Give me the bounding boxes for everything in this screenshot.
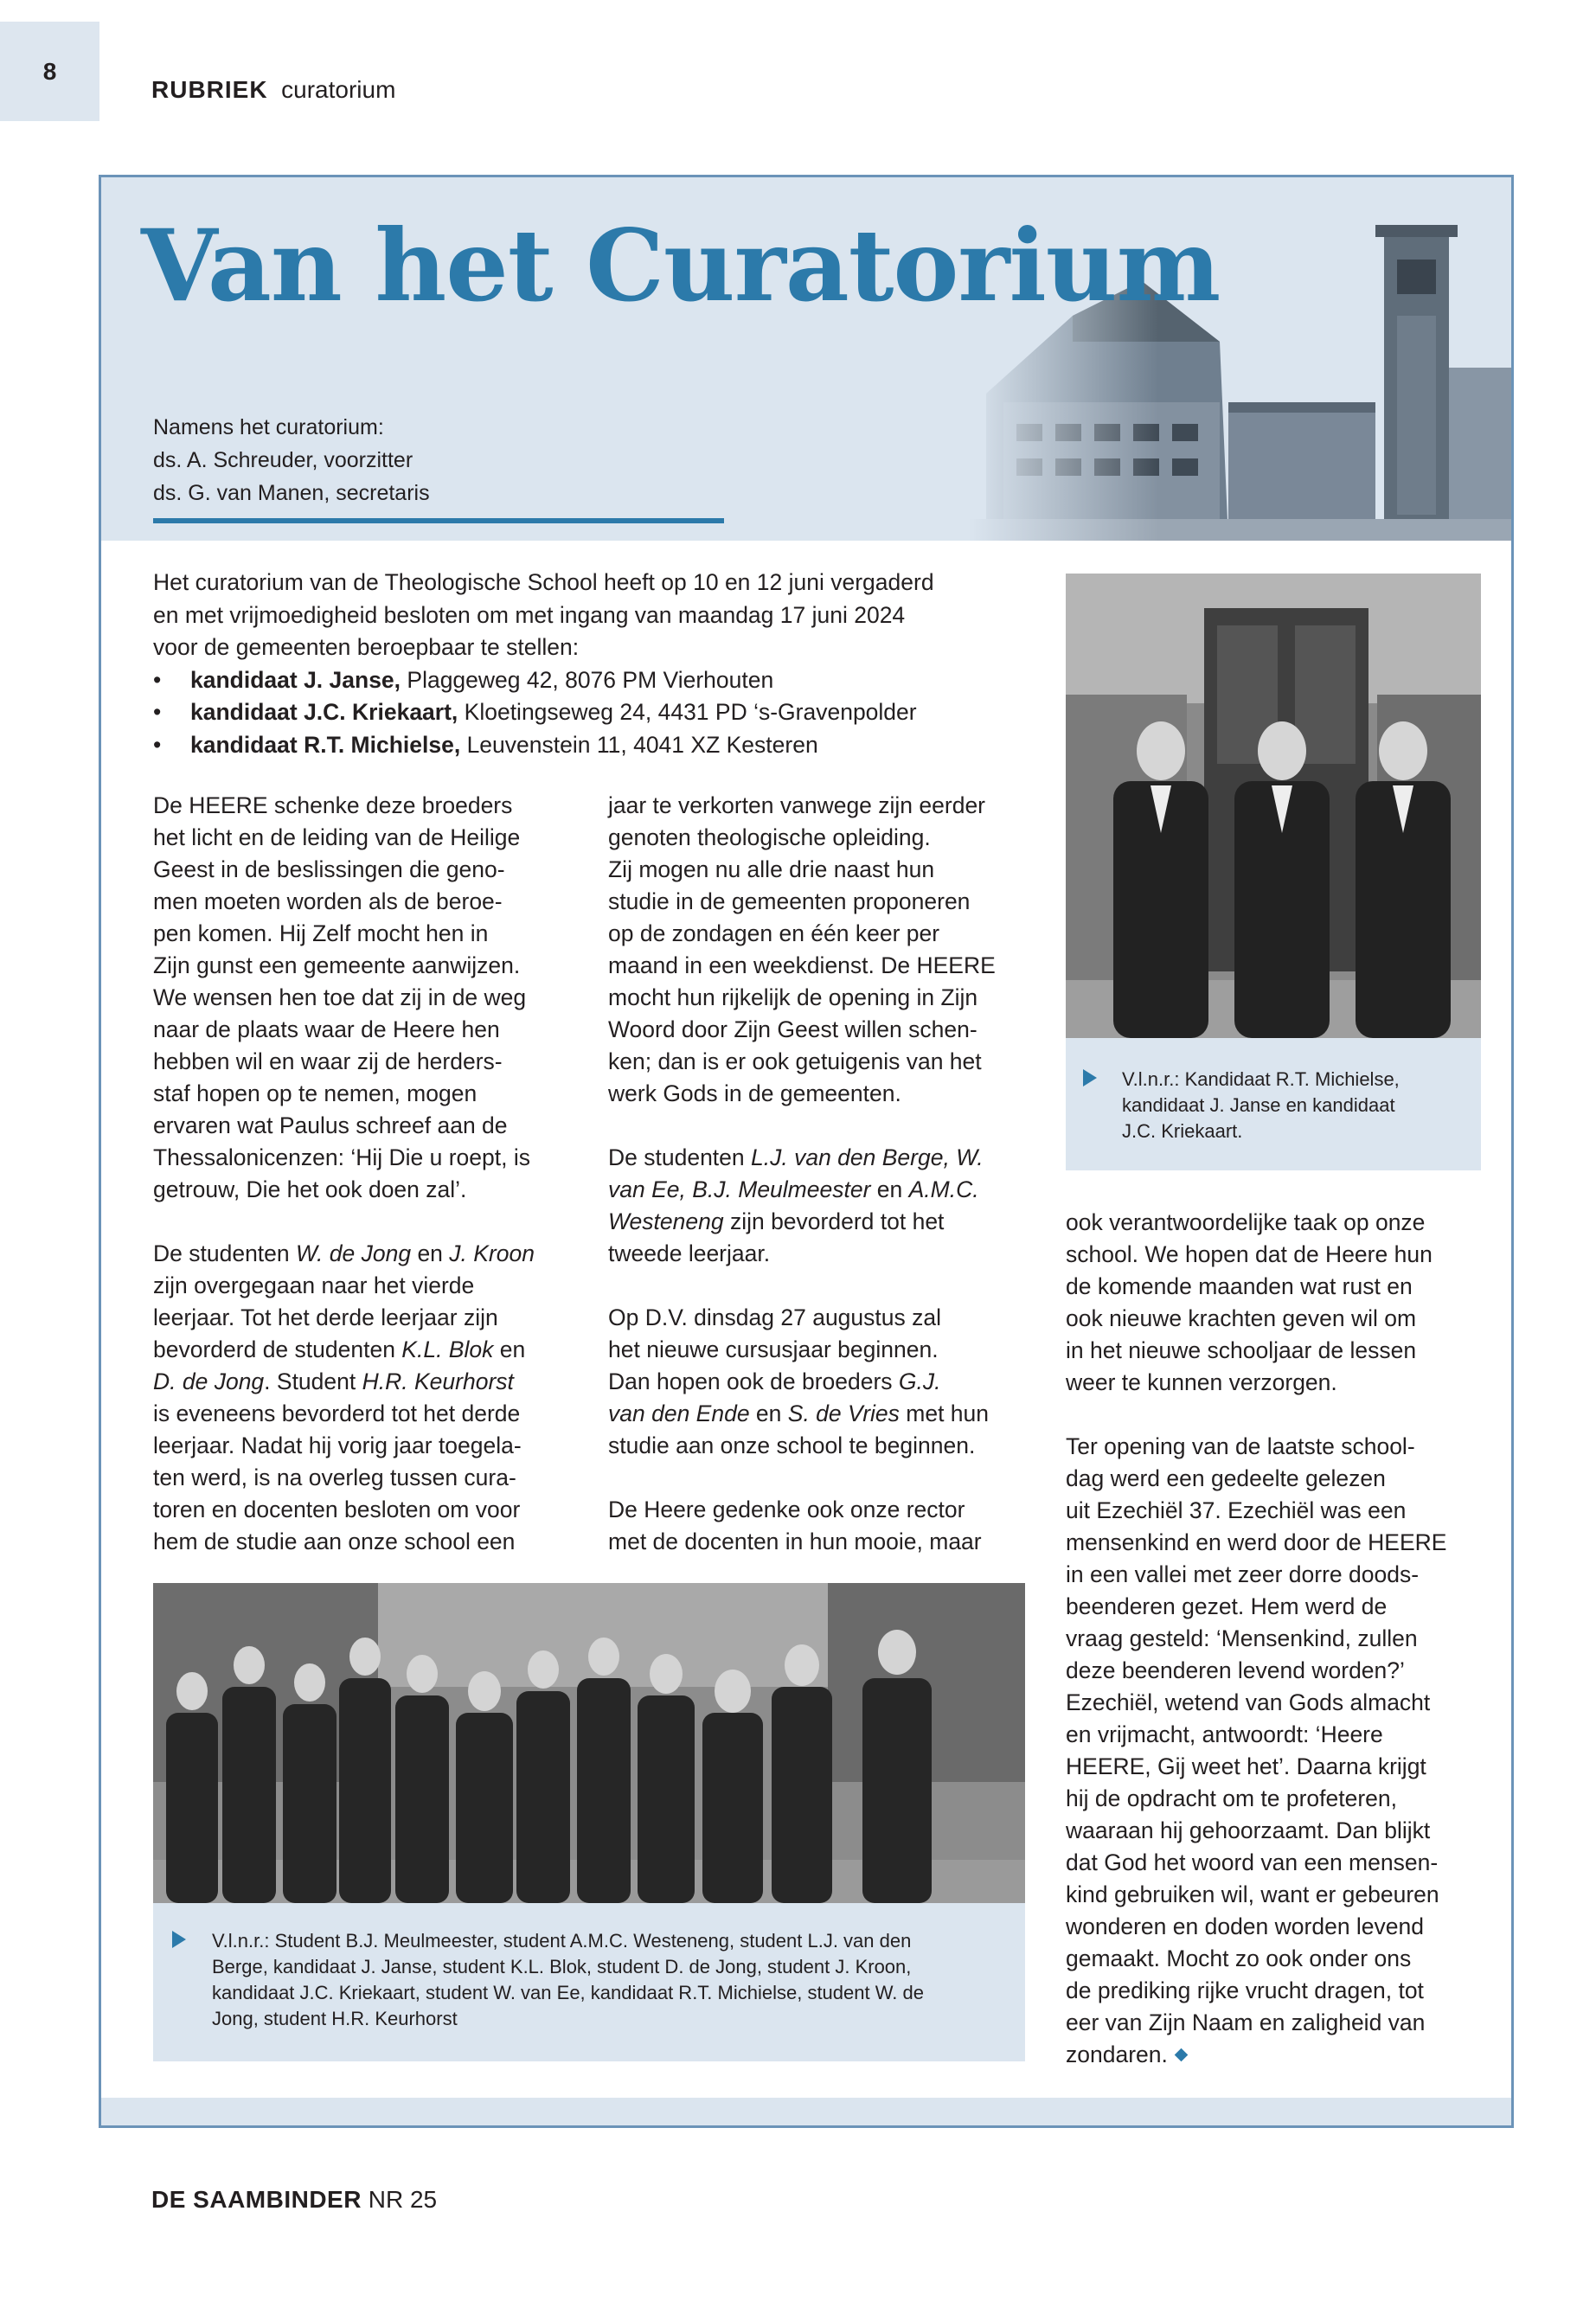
text-line: op de zondagen en één keer per bbox=[608, 920, 940, 946]
text-line: Ezechiël, wetend van Gods almacht bbox=[1066, 1689, 1431, 1715]
text-line: hebben wil en waar zij de herders- bbox=[153, 1048, 503, 1074]
caption-line: V.l.n.r.: Student B.J. Meulmeester, student A.M.C. Westeneng, student L.J. van den bbox=[212, 1930, 912, 1952]
text-line: waaraan hij gehoorzaamt. Dan blijkt bbox=[1066, 1817, 1431, 1843]
text-line: werk Gods in de gemeenten. bbox=[608, 1080, 901, 1106]
paragraph bbox=[153, 790, 586, 1206]
byline-line: ds. G. van Manen, secretaris bbox=[153, 481, 430, 505]
byline-line: Namens het curatorium: bbox=[153, 415, 384, 439]
magazine-name: DE SAAMBINDER bbox=[151, 2186, 362, 2213]
photo-candidates bbox=[1066, 574, 1481, 1038]
text-line: de komende maanden wat rust en bbox=[1066, 1273, 1413, 1299]
candidate-name: kandidaat R.T. Michielse, bbox=[190, 731, 461, 758]
bullet-icon: • bbox=[153, 699, 162, 725]
text-line: studie in de gemeenten proponeren bbox=[608, 888, 971, 914]
text-line: in een vallei met zeer dorre doods- bbox=[1066, 1561, 1420, 1587]
text-line: ook nieuwe krachten geven wil om bbox=[1066, 1305, 1417, 1331]
text-line: Thessalonicenzen: ‘Hij Die u roept, is bbox=[153, 1144, 530, 1170]
text-line: dag werd een gedeelte gelezen bbox=[1066, 1465, 1386, 1491]
text-line: uit Ezechiël 37. Ezechiël was een bbox=[1066, 1497, 1407, 1523]
text-line: HEERE, Gij weet het’. Daarna krijgt bbox=[1066, 1753, 1426, 1779]
column-2 bbox=[608, 790, 1058, 1590]
text-line: genoten theologische opleiding. bbox=[608, 824, 931, 850]
candidate-address: Plaggeweg 42, 8076 PM Vierhouten bbox=[401, 666, 774, 693]
text-line: beenderen gezet. Hem werd de bbox=[1066, 1593, 1388, 1619]
intro-paragraph bbox=[153, 567, 1053, 761]
caption-line: kandidaat J. Janse en kandidaat bbox=[1122, 1094, 1395, 1116]
article-title: Van het Curatorium bbox=[141, 208, 1221, 324]
text-line: getrouw, Die het ook doen zal’. bbox=[153, 1176, 467, 1202]
text-line: maand in een weekdienst. De HEERE bbox=[608, 952, 996, 978]
text-line: in het nieuwe schooljaar de lessen bbox=[1066, 1337, 1417, 1363]
candidate-item bbox=[153, 664, 1053, 697]
candidate-name: kandidaat J.C. Kriekaart, bbox=[190, 699, 458, 725]
page-number: 8 bbox=[0, 22, 99, 121]
text-line: De studenten W. de Jong en J. Kroon bbox=[153, 1240, 535, 1266]
paragraph bbox=[608, 1302, 1058, 1462]
column-1 bbox=[153, 790, 586, 1590]
text-line: tweede leerjaar. bbox=[608, 1240, 771, 1266]
caption-line: kandidaat J.C. Kriekaart, student W. van Ee, kandidaat R.T. Michielse, student W. de bbox=[212, 1982, 924, 2003]
text-line: D. de Jong. Student H.R. Keurhorst bbox=[153, 1368, 514, 1394]
paragraph bbox=[608, 1494, 1058, 1558]
text-line: De HEERE schenke deze broeders bbox=[153, 792, 513, 818]
text-line: Op D.V. dinsdag 27 augustus zal bbox=[608, 1304, 942, 1330]
paragraph bbox=[1066, 1431, 1498, 2071]
text-line: De studenten L.J. van den Berge, W. bbox=[608, 1144, 984, 1170]
text-line: men moeten worden als de beroe- bbox=[153, 888, 503, 914]
text-line: hem de studie aan onze school een bbox=[153, 1529, 516, 1554]
text-line: De Heere gedenke ook onze rector bbox=[608, 1497, 965, 1522]
text-line: staf hopen op te nemen, mogen bbox=[153, 1080, 478, 1106]
caption-line: Berge, kandidaat J. Janse, student K.L. Blok, student D. de Jong, student J. Kroon, bbox=[212, 1956, 912, 1977]
text-line: leerjaar. Nadat hij vorig jaar toegela- bbox=[153, 1433, 522, 1458]
text-line: Zijn gunst een gemeente aanwijzen. bbox=[153, 952, 521, 978]
frame-bottom-strip bbox=[101, 2098, 1511, 2125]
text-line: ook verantwoordelijke taak op onze bbox=[1066, 1209, 1426, 1235]
text-line: naar de plaats waar de Heere hen bbox=[153, 1016, 500, 1042]
end-mark-icon bbox=[1175, 2048, 1189, 2062]
text-line: deze beenderen levend worden?’ bbox=[1066, 1657, 1405, 1683]
text-line: hij de opdracht om te profeteren, bbox=[1066, 1785, 1398, 1811]
text-line: zijn overgegaan naar het vierde bbox=[153, 1272, 475, 1298]
caption-line: J.C. Kriekaart. bbox=[1122, 1120, 1243, 1142]
issue-number: NR 25 bbox=[361, 2186, 438, 2213]
text-line: kind gebruiken wil, want er gebeuren bbox=[1066, 1881, 1439, 1907]
caption-arrow-icon bbox=[1083, 1069, 1097, 1086]
text-line: Westeneng zijn bevorderd tot het bbox=[608, 1208, 945, 1234]
text-line: is eveneens bevorderd tot het derde bbox=[153, 1400, 521, 1426]
text-line: eer van Zijn Naam en zaligheid van bbox=[1066, 2009, 1426, 2035]
paragraph bbox=[608, 1142, 1058, 1270]
paragraph bbox=[608, 790, 1058, 1110]
text-line: jaar te verkorten vanwege zijn eerder bbox=[608, 792, 986, 818]
caption-line: V.l.n.r.: Kandidaat R.T. Michielse, bbox=[1122, 1068, 1400, 1090]
caption-line: Jong, student H.R. Keurhorst bbox=[212, 2008, 458, 2029]
text-line: zondaren. bbox=[1066, 2039, 1498, 2071]
caption-arrow-icon bbox=[172, 1931, 186, 1948]
text-line: en vrijmacht, antwoordt: ‘Heere bbox=[1066, 1721, 1383, 1747]
candidate-name: kandidaat J. Janse, bbox=[190, 666, 401, 693]
text-line: toren en docenten besloten om voor bbox=[153, 1497, 521, 1522]
intro-line: Het curatorium van de Theologische School heeft op 10 en 12 juni vergaderd bbox=[153, 569, 934, 595]
column-3 bbox=[1066, 1207, 1498, 2103]
section-header bbox=[151, 76, 395, 104]
candidate-address: Leuvenstein 11, 4041 XZ Kesteren bbox=[460, 731, 818, 758]
photo-candidates-caption bbox=[1122, 1067, 1468, 1144]
text-line: het licht en de leiding van de Heilige bbox=[153, 824, 521, 850]
text-line: leerjaar. Tot het derde leerjaar zijn bbox=[153, 1304, 498, 1330]
photo-group-caption bbox=[212, 1928, 1016, 2032]
candidate-item bbox=[153, 729, 1053, 762]
bullet-icon: • bbox=[153, 666, 162, 693]
candidate-list bbox=[153, 664, 1053, 762]
text-line: van Ee, B.J. Meulmeester en A.M.C. bbox=[608, 1176, 979, 1202]
text-line: bevorderd de studenten K.L. Blok en bbox=[153, 1336, 526, 1362]
intro-line: en met vrijmoedigheid besloten om met ingang van maandag 17 juni 2024 bbox=[153, 601, 906, 628]
paragraph bbox=[153, 1238, 586, 1558]
candidate-item bbox=[153, 696, 1053, 729]
text-line: dat God het woord van een mensen- bbox=[1066, 1849, 1439, 1875]
text-line: het nieuwe cursusjaar beginnen. bbox=[608, 1336, 939, 1362]
footer bbox=[151, 2186, 437, 2214]
text-line: We wensen hen toe dat zij in de weg bbox=[153, 984, 527, 1010]
text-line: ervaren wat Paulus schreef aan de bbox=[153, 1112, 508, 1138]
text-line: weer te kunnen verzorgen. bbox=[1066, 1369, 1337, 1395]
text-line: vraag gesteld: ‘Mensenkind, zullen bbox=[1066, 1625, 1418, 1651]
text-line: de prediking rijke vrucht dragen, tot bbox=[1066, 1977, 1424, 2003]
text-line: gemaakt. Mocht zo ook onder ons bbox=[1066, 1945, 1412, 1971]
text-line: Ter opening van de laatste school- bbox=[1066, 1433, 1415, 1459]
title-divider bbox=[153, 518, 724, 523]
text-line: Woord door Zijn Geest willen schen- bbox=[608, 1016, 977, 1042]
text-line: school. We hopen dat de Heere hun bbox=[1066, 1241, 1433, 1267]
bullet-icon: • bbox=[153, 731, 162, 758]
byline-line: ds. A. Schreuder, voorzitter bbox=[153, 448, 413, 472]
text-line: Zij mogen nu alle drie naast hun bbox=[608, 856, 935, 882]
text-line: Geest in de beslissingen die geno- bbox=[153, 856, 505, 882]
text-line: Dan hopen ook de broeders G.J. bbox=[608, 1368, 941, 1394]
text-line: wonderen en doden worden levend bbox=[1066, 1913, 1425, 1939]
text-line: ten werd, is na overleg tussen cura- bbox=[153, 1465, 516, 1490]
section-label: RUBRIEK bbox=[151, 76, 268, 103]
text-line: van den Ende en S. de Vries met hun bbox=[608, 1400, 990, 1426]
text-line: ken; dan is er ook getuigenis van het bbox=[608, 1048, 982, 1074]
paragraph bbox=[1066, 1207, 1498, 1399]
text-line: pen komen. Hij Zelf mocht hen in bbox=[153, 920, 489, 946]
text-line: mocht hun rijkelijk de opening in Zijn bbox=[608, 984, 978, 1010]
text-line: mensenkind en werd door de HEERE bbox=[1066, 1529, 1447, 1555]
text-line: studie aan onze school te beginnen. bbox=[608, 1433, 976, 1458]
candidate-address: Kloetingseweg 24, 4431 PD ‘s-Gravenpolder bbox=[458, 699, 917, 725]
byline bbox=[153, 411, 430, 510]
section-name: curatorium bbox=[281, 76, 396, 103]
intro-line: voor de gemeenten beroepbaar te stellen: bbox=[153, 634, 580, 660]
photo-group bbox=[153, 1583, 1025, 1903]
text-line: met de docenten in hun mooie, maar bbox=[608, 1529, 982, 1554]
